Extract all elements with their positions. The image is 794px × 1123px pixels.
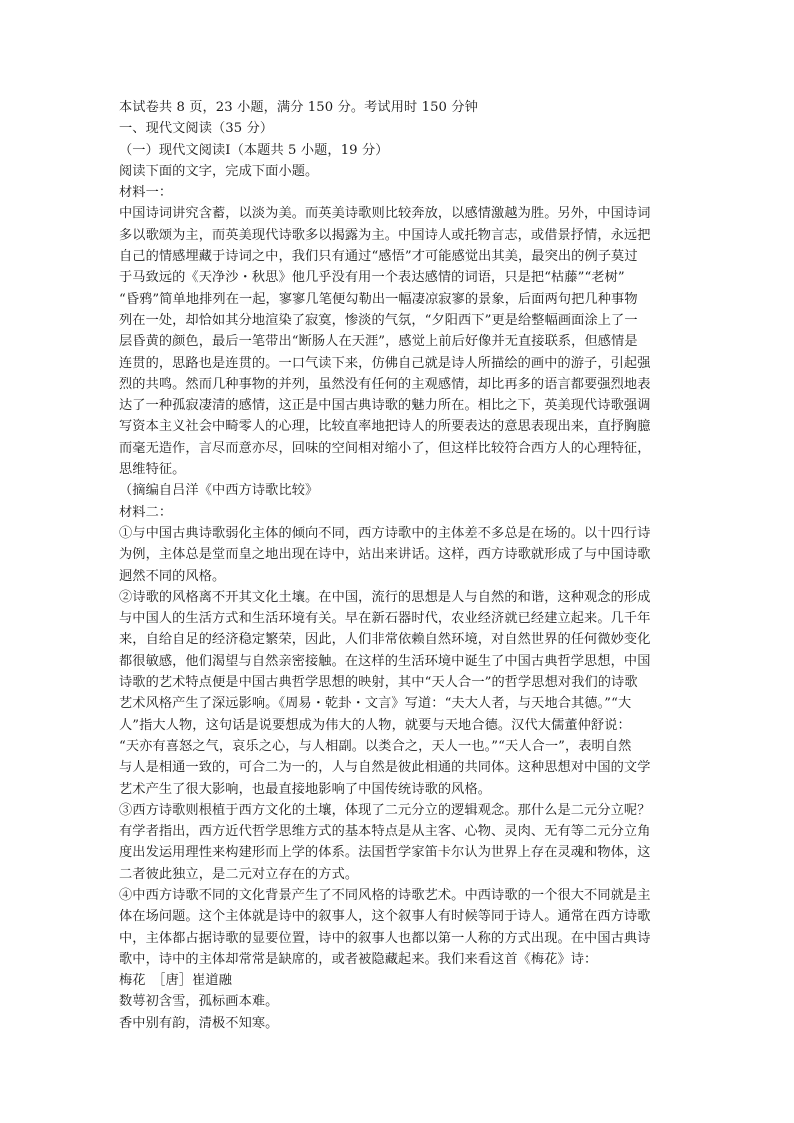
- text-line: ④中西方诗歌不同的文化背景产生了不同风格的诗歌艺术。中西诗歌的一个很大不同就是主: [119, 887, 651, 903]
- text-line: 有学者指出，西方近代哲学思维方式的基本特点是从主客、心物、灵肉、无有等二元分立角: [119, 824, 651, 840]
- text-line: ②诗歌的风格离不开其文化土壤。在中国，流行的思想是人与自然的和谐，这种观念的形成: [119, 589, 651, 605]
- text-line: 列在一处，却恰如其分地渲染了寂寞，惨淡的气氛，“夕阳西下”更是给整幅画面涂上了一: [119, 312, 638, 328]
- instruction: 阅读下面的文字，完成下面小题。: [119, 163, 319, 179]
- text-line: 诗歌的艺术特点便是中国古典哲学思想的映射，其中“天人合一”的哲学思想对我们的诗歌: [119, 675, 638, 691]
- text-line: 艺术风格产生了深远影响。《周易・乾卦・文言》写道：“夫大人者，与天地合其德。”“大: [119, 696, 632, 712]
- text-line: 中国诗词讲究含蓄，以淡为美。而英美诗歌则比较奔放，以感情激越为胜。另外，中国诗词: [119, 206, 651, 222]
- text-line: 与中国人的生活方式和生活环境有关。早在新石器时代，农业经济就已经建立起来。几千年: [119, 611, 651, 627]
- text-line: 思维特征。: [119, 462, 186, 478]
- text-line: 写资本主义社会中畸零人的心理，比较直率地把诗人的所要表达的意思表现出来，直抒胸臆: [119, 419, 651, 435]
- text-line: 歌中，诗中的主体却常常是缺席的，或者被隐藏起来。我们来看这首《梅花》诗：: [119, 951, 598, 967]
- source-citation: （摘编自吕洋《中西方诗歌比较》: [119, 483, 319, 499]
- text-line: 中，主体都占据诗歌的显要位置，诗中的叙事人也都以第一人称的方式出现。在中国古典诗: [119, 930, 651, 946]
- subsection-heading: （一）现代文阅读Ⅰ（本题共 5 小题，19 分）: [119, 142, 389, 158]
- text-line: 多以歌颂为主，而英美现代诗歌多以揭露为主。中国诗人或托物言志，或借景抒情，永远把: [119, 227, 651, 243]
- text-line: 烈的共鸣。然而几种事物的并列，虽然没有任何的主观感情，却比再多的语言都要强烈地表: [119, 376, 651, 392]
- text-line: ①与中国古典诗歌弱化主体的倾向不同，西方诗歌中的主体差不多总是在场的。以十四行诗: [119, 525, 651, 541]
- text-line: 层昏黄的颜色，最后一笔带出“断肠人在天涯”，感觉上前后好像并无直接联系，但感情是: [119, 334, 638, 350]
- text-line: 自己的情感埋藏于诗词之中，我们只有通过“感悟”才可能感觉出其美，最突出的例子莫过: [119, 249, 638, 265]
- text-line: 体在场问题。这个主体就是诗中的叙事人，这个叙事人有时候等同于诗人。通常在西方诗歌: [119, 909, 651, 925]
- exam-info: 本试卷共 8 页，23 小题，满分 150 分。考试用时 150 分钟: [119, 100, 478, 115]
- text-line: 与人是相通一致的，可合二为一的，人与自然是彼此相通的共同体。这种思想对中国的文学: [119, 760, 651, 776]
- text-line: 都很敏感，他们渴望与自然亲密接触。在这样的生活环境中诞生了中国古典哲学思想，中国: [119, 653, 651, 669]
- text-line: 人”指大人物，这句话是说要想成为伟大的人物，就要与天地合德。汉代大儒董仲舒说：: [119, 717, 631, 733]
- text-line: 连贯的，思路也是连贯的。一口气读下来，仿佛自己就是诗人所描绘的画中的游子，引起强: [119, 355, 651, 371]
- section-heading: 一、现代文阅读（35 分）: [119, 121, 274, 137]
- document-body: [119, 97, 679, 1034]
- material-two-label: 材料二：: [119, 504, 173, 520]
- text-line: 艺术产生了很大影响，也最直接地影响了中国传统诗歌的风格。: [119, 781, 492, 797]
- text-line: 达了一种孤寂凄清的感情，这正是中国古典诗歌的魅力所在。相比之下，英美现代诗歌强调: [119, 398, 651, 414]
- text-line: “天亦有喜怒之气，哀乐之心，与人相副。以类合之，天人一也。”“天人合一”，表明自然: [119, 738, 632, 754]
- poem-line: 香中别有韵，清极不知寒。: [119, 1015, 279, 1031]
- poem-line: 数萼初含雪，孤标画本难。: [119, 994, 279, 1010]
- text-line: 度出发运用理性来构建形而上学的体系。法国哲学家笛卡尔认为世界上存在灵魂和物体，这: [119, 845, 651, 861]
- text-line: 二者彼此独立，是二元对立存在的方式。: [119, 866, 359, 882]
- text-line: 而毫无造作，言尽而意亦尽，回味的空间相对缩小了，但这样比较符合西方人的心理特征，: [119, 440, 651, 456]
- poem-title: 梅花 ［唐］崔道融: [119, 973, 232, 989]
- text-line: 迥然不同的风格。: [119, 568, 226, 584]
- text-line: ③西方诗歌则根植于西方文化的土壤，体现了二元分立的逻辑观念。那什么是二元分立呢？: [119, 802, 651, 818]
- text-line: 为例，主体总是堂而皇之地出现在诗中，站出来讲话。这样，西方诗歌就形成了与中国诗歌: [119, 547, 651, 563]
- material-one-label: 材料一：: [119, 185, 173, 201]
- text-line: 于马致远的《天净沙・秋思》他几乎没有用一个表达感情的词语，只是把“枯藤”“老树”: [119, 270, 625, 286]
- text-line: “昏鸦”简单地排列在一起，寥寥几笔便勾勒出一幅凄凉寂寥的景象，后面两句把几种事物: [119, 291, 638, 307]
- text-line: 来，自给自足的经济稳定繁荣，因此，人们非常依赖自然环境，对自然世界的任何微妙变化: [119, 632, 651, 648]
